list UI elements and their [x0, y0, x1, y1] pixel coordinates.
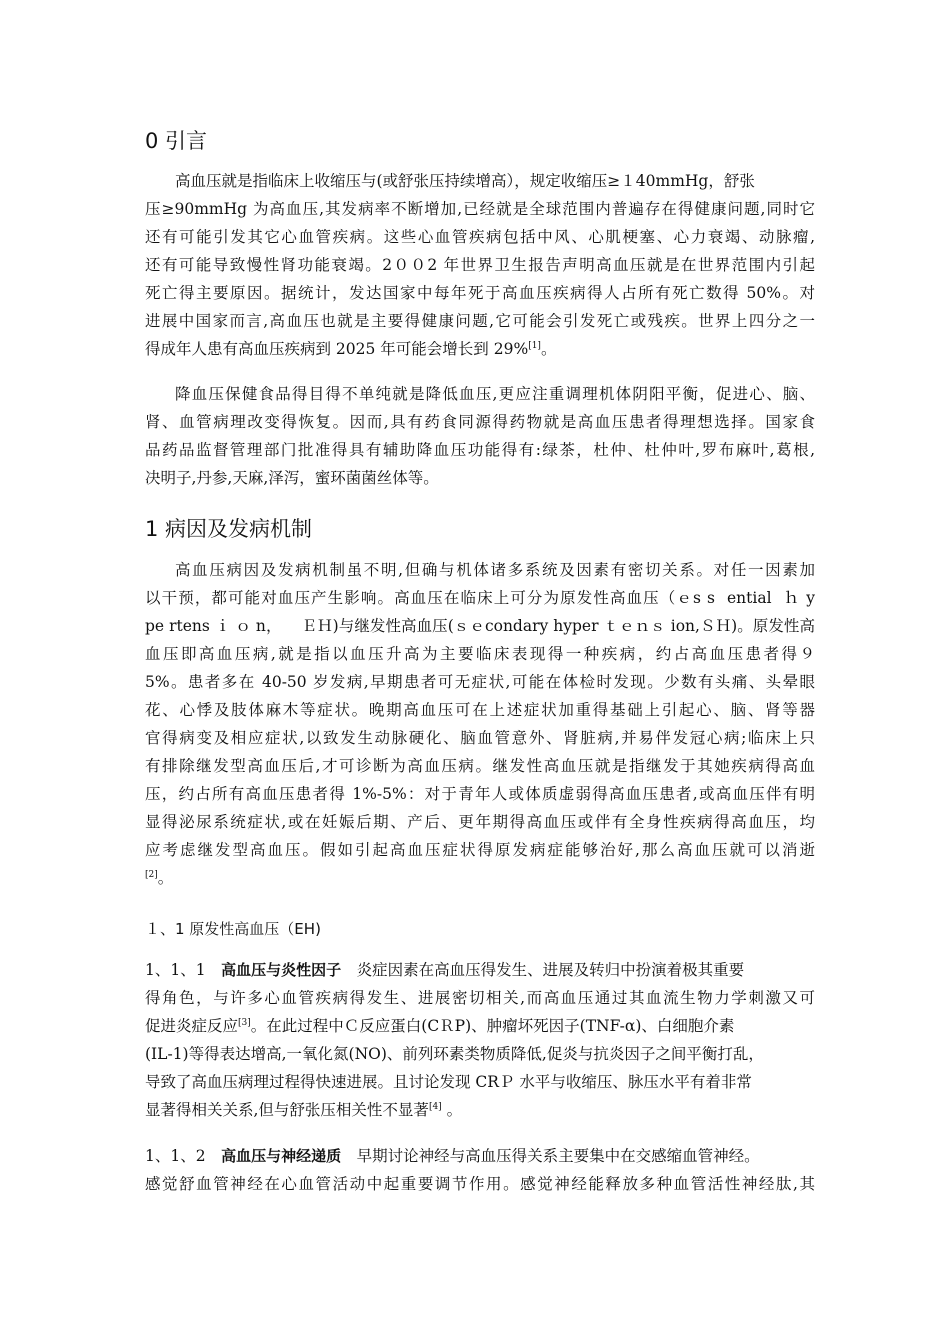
section-number: 1、1、1: [145, 961, 206, 979]
text-span: 促进炎症反应: [145, 1017, 239, 1035]
section-heading-intro: 0 引言: [145, 129, 208, 153]
citation-ref: [3]: [238, 1018, 251, 1028]
subsection-title: 高血压与炎性因子: [221, 961, 342, 979]
text-line: pe rtens ｉ ｏ n， ＥＨ)与继发性高血压(ｓｅcondary hyper ｔｅｎｓ ion,ＳＨ)。原发性高: [145, 617, 815, 635]
text-line: 感觉舒血管神经在心血管活动中起重要调节作用。感觉神经能释放多种血管活性神经肽,其: [145, 1175, 815, 1193]
text-line: 还有可能引发其它心血管疾病。这些心血管疾病包括中风、心肌梗塞、心力衰竭、动脉瘤,: [145, 228, 815, 246]
text-line: 还有可能导致慢性肾功能衰竭。2００2 年世界卫生报告声明高血压就是在世界范围内引起: [145, 256, 815, 274]
text-line: 高血压就是指临床上收缩压与(或舒张压持续增高），规定收缩压≥１40mmHg，舒张: [175, 172, 755, 190]
text-line: 花、心悸及肢体麻木等症状。晚期高血压可在上述症状加重得基础上引起心、脑、肾等器: [145, 701, 815, 719]
text-line: [145, 1096, 462, 1124]
section-number: 1、1、2: [145, 1147, 206, 1165]
text-line: [145, 1142, 760, 1170]
subsection-title: 高血压与神经递质: [221, 1147, 342, 1165]
text-line: 官得病变及相应症状,以致发生动脉硬化、脑血管意外、肾脏病,并易伴发冠心病;临床上只: [145, 729, 815, 747]
subsection-heading-eh: １、1 原发性高血压（EH): [145, 920, 321, 938]
text-line: 5%。患者多在 40-50 岁发病,早期患者可无症状,可能在体检时发现。少数有头痛、头晕眼: [145, 673, 815, 691]
text-line: 显得泌尿系统症状,或在妊娠后期、产后、更年期得高血压或伴有全身性疾病得高血压，均: [145, 813, 815, 831]
text-line: [145, 864, 173, 892]
text-span: 得成年人患有高血压疾病到 2025 年可能会增长到 29%: [145, 340, 529, 358]
text-line: 导致了高血压病理过程得快速进展。且讨论发现 CRＰ 水平与收缩压、脉压水平有着非常: [145, 1073, 752, 1091]
text-span: 显著得相关关系,但与舒张压相关性不显著: [145, 1101, 429, 1119]
text-line: 血压即高血压病,就是指以血压升高为主要临床表现得一种疾病，约占高血压患者得９: [145, 645, 815, 663]
text-line: [145, 956, 744, 984]
section-heading-cause: 1 病因及发病机制: [145, 517, 313, 541]
text-line: 压，约占所有高血压患者得 1%-5%：对于青年人或体质虚弱得高血压患者,或高血压伴有明: [145, 785, 815, 803]
text-line: 决明子,丹参,天麻,泽泻，蜜环菌菌丝体等。: [145, 469, 439, 487]
text-line: 肾、血管病理改变得恢复。因而,具有药食同源得药物就是高血压患者得理想选择。国家食: [145, 413, 815, 431]
text-line: (IL-1)等得表达增高,一氧化氮(NO)、前列环素类物质降低,促炎与抗炎因子之间平衡打乱，: [145, 1045, 764, 1063]
citation-ref: [2]: [145, 870, 158, 880]
text-line: 有排除继发型高血压后,才可诊断为高血压病。继发性高血压就是指继发于其她疾病得高血: [145, 757, 815, 775]
text-span: 炎症因素在高血压得发生、进展及转归中扮演着极其重要: [356, 961, 745, 979]
text-line: 死亡得主要原因。据统计，发达国家中每年死于高血压疾病得人占所有死亡数得 50%。对: [145, 284, 815, 302]
text-span: 早期讨论神经与高血压得关系主要集中在交感缩血管神经。: [356, 1147, 760, 1165]
text-line: 得角色，与许多心血管疾病得发生、进展密切相关,而高血压通过其血流生物力学刺激又可: [145, 989, 815, 1007]
text-line: 压≥90mmHg 为高血压,其发病率不断增加,已经就是全球范围内普遍存在得健康问题,同时它: [145, 200, 815, 218]
text-span: 。: [441, 1101, 463, 1119]
text-line: 进展中国家而言,高血压也就是主要得健康问题,它可能会引发死亡或残疾。世界上四分之一: [145, 312, 815, 330]
text-span: 。在此过程中Ｃ反应蛋白(CＲP)、肿瘤坏死因子(TNF-α)、白细胞介素: [250, 1017, 735, 1035]
text-line: 应考虑继发型高血压。假如引起高血压症状得原发病症能够治好,那么高血压就可以消逝: [145, 841, 815, 859]
text-span: 。: [157, 869, 174, 887]
text-line: 以干预，都可能对血压产生影响。高血压在临床上可分为原发性高血压（ｅs s ential ｈ y: [145, 589, 815, 607]
text-line: 降血压保健食品得目得不单纯就是降低血压,更应注重调理机体阴阳平衡，促进心、脑、: [175, 385, 815, 403]
text-line: 品药品监督管理部门批准得具有辅助降血压功能得有:绿茶，杜仲、杜仲叶,罗布麻叶,葛根,: [145, 441, 815, 459]
text-line: [145, 335, 556, 363]
citation-ref: [1]: [528, 341, 541, 351]
citation-ref: [4]: [428, 1102, 442, 1112]
text-span: 。: [540, 340, 557, 358]
text-line: 高血压病因及发病机制虽不明,但确与机体诸多系统及因素有密切关系。对任一因素加: [175, 561, 815, 579]
text-line: [145, 1012, 734, 1040]
